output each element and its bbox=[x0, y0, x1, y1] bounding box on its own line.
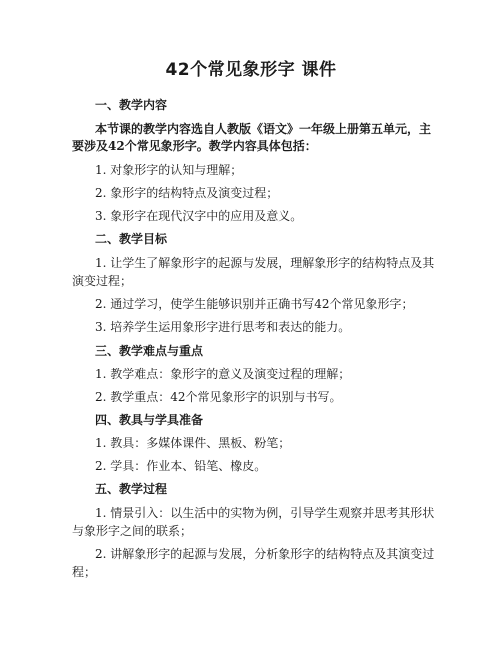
list-item: 2. 教学重点：42个常见象形字的识别与书写。 bbox=[95, 390, 342, 404]
section-heading-materials: 四、教具与学具准备 bbox=[95, 413, 204, 427]
list-item: 2. 通过学习，使学生能够识别并正确书写42个常见象形字； bbox=[95, 297, 414, 311]
list-item-line: 演变过程； bbox=[72, 274, 133, 288]
list-item: 1. 教具：多媒体课件、黑板、粉笔； bbox=[95, 436, 291, 450]
list-item: 3. 培养学生运用象形字进行思考和表达的能力。 bbox=[95, 320, 351, 334]
section-paragraph-line: 要涉及42个常见象形字。教学内容具体包括： bbox=[72, 139, 317, 153]
section-heading-teaching-content: 一、教学内容 bbox=[95, 98, 168, 112]
section-heading-difficulties-focus: 三、教学难点与重点 bbox=[95, 344, 204, 358]
list-item-line: 1. 情景引入：以生活中的实物为例，引导学生观察并思考其形状 bbox=[95, 506, 435, 520]
list-item: 1. 对象形字的认知与理解； bbox=[95, 163, 243, 177]
section-heading-teaching-goals: 二、教学目标 bbox=[95, 232, 168, 246]
list-item-line: 1. 让学生了解象形字的起源与发展，理解象形字的结构特点及其 bbox=[95, 256, 435, 270]
list-item-line: 程； bbox=[72, 565, 97, 579]
document-title: 42个常见象形字 课件 bbox=[165, 60, 337, 80]
list-item-line: 2. 讲解象形字的起源与发展，分析象形字的结构特点及其演变过 bbox=[95, 547, 435, 561]
list-item: 2. 学具：作业本、铅笔、橡皮。 bbox=[95, 459, 267, 473]
section-paragraph-line: 本节课的教学内容选自人教版《语文》一年级上册第五单元，主 bbox=[95, 122, 432, 136]
list-item: 2. 象形字的结构特点及演变过程； bbox=[95, 186, 279, 200]
list-item: 1. 教学难点：象形字的意义及演变过程的理解； bbox=[95, 367, 351, 381]
list-item: 3. 象形字在现代汉字中的应用及意义。 bbox=[95, 209, 303, 223]
section-heading-teaching-process: 五、教学过程 bbox=[95, 482, 168, 496]
list-item-line: 与象形字之间的联系； bbox=[72, 524, 193, 538]
